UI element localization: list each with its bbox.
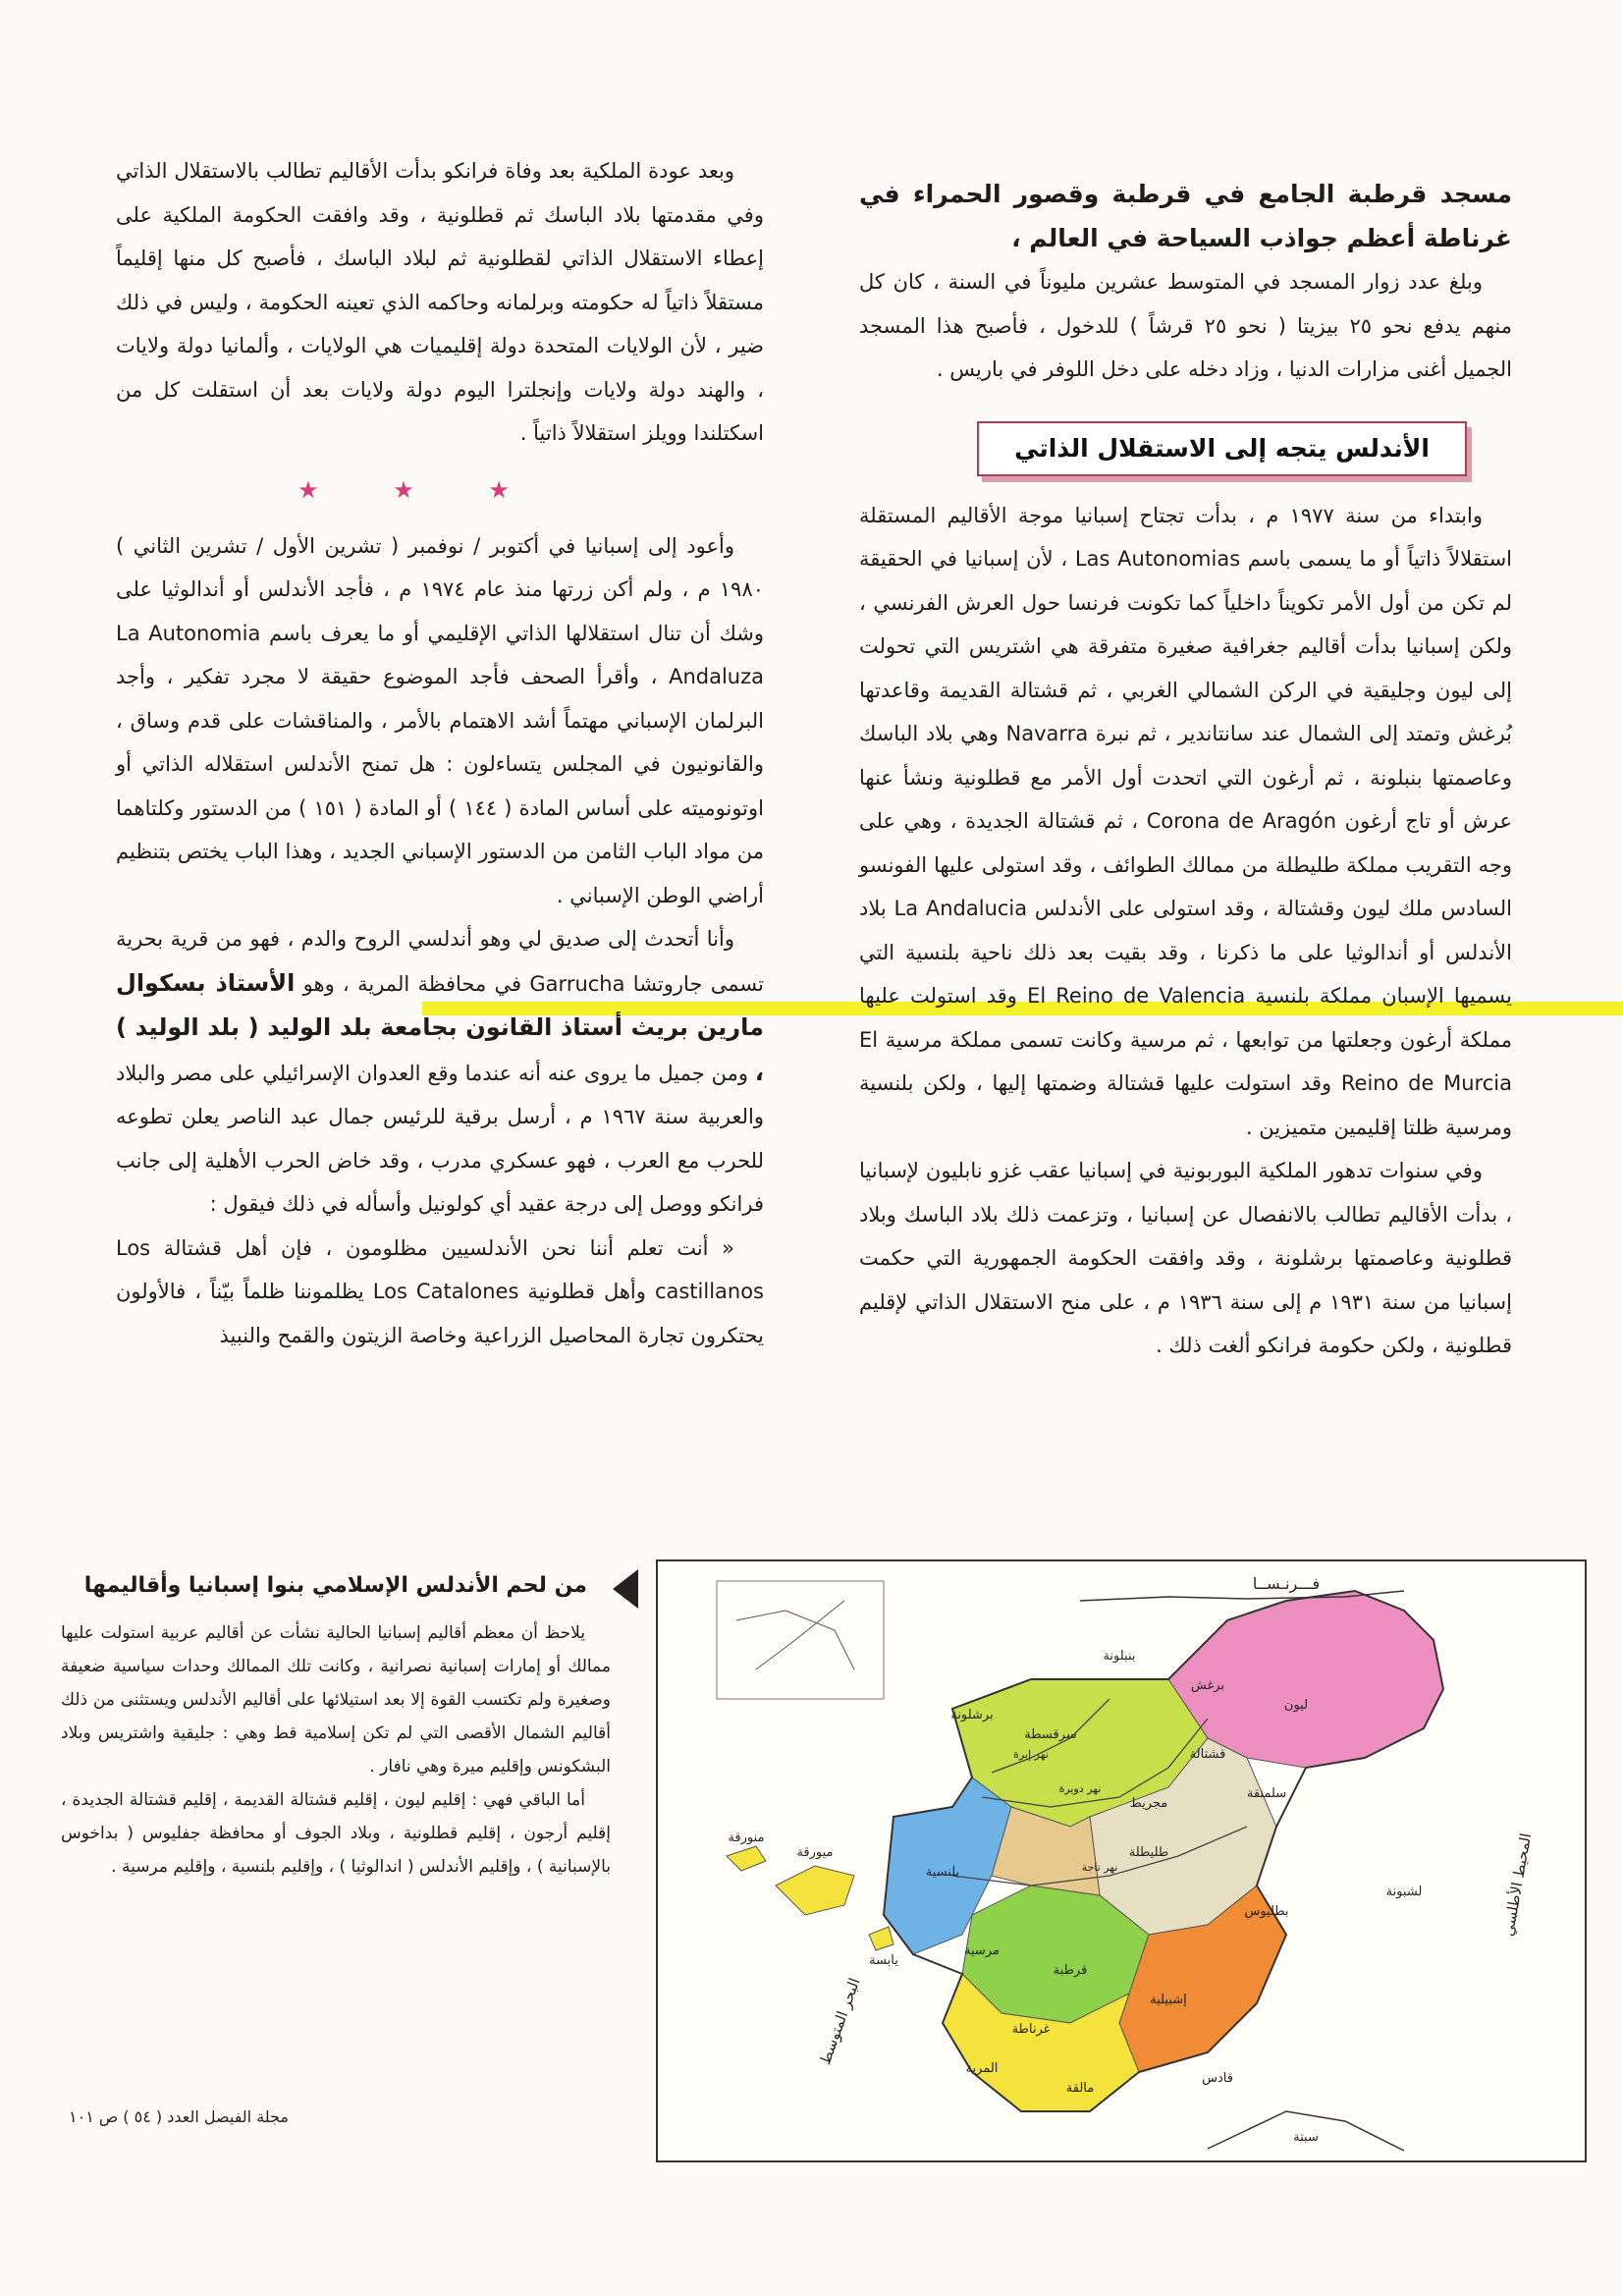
- label-madrid: مجريط: [1129, 1796, 1168, 1811]
- section-heading: الأندلس يتجه إلى الاستقلال الذاتي: [977, 421, 1467, 476]
- label-granada: غرناطة: [1011, 2022, 1051, 2037]
- label-leon: ليون: [1283, 1698, 1309, 1713]
- sidebar-title: من لحم الأندلس الإسلامي بنوا إسبانيا وأقاليمها: [61, 1569, 611, 1603]
- label-ocean: المحيط الأطلسي: [1498, 1831, 1536, 1938]
- map-drawing: [658, 1561, 1585, 2160]
- lead-sentence: مسجد قرطبة الجامع في قرطبة وقصور الحمراء في غرناطة أعظم جواذب السياحة في العالم ،: [859, 180, 1512, 252]
- paragraph: وبلغ عدد زوار المسجد في المتوسط عشرين مليوناً في السنة ، كان كل منهم يدفع نحو ٢٥ بيزيتا ( نحو ٢٥ قرشاً ) للدخول ، فأصبح هذا المسجد الجميل أغنى مزارات الدنيا ، وزاد دخله على دخل اللوفر في باريس .: [859, 270, 1512, 381]
- label-pamplona: بنبلونة: [1103, 1649, 1136, 1664]
- label-almeria: المرية: [965, 2061, 999, 2076]
- label-badajoz: بطليوس: [1244, 1904, 1289, 1919]
- bold-name: الأستاذ بسكوال مارين بريث أستاذ القانون بجامعة بلد الوليد ( بلد الوليد ) ،: [116, 968, 764, 1086]
- label-burgos: برغش: [1190, 1678, 1225, 1693]
- paragraph: وبعد عودة الملكية بعد وفاة فرانكو بدأت الأقاليم تطالب بالاستقلال الذاتي وفي مقدمتها بلاد الباسك ثم قطلونية ، وقد وافقت الحكومة الملكية على إعطاء الاستقلال الذاتي لقطلونية ثم لبلاد الباسك ، فأصبح كل منها إقليماً مستقلاً ذاتياً له حكومته وبرلمانه وحاكمه الذي تعينه الحكومة ، وليس في ذلك ضير ، لأن الولايات المتحدة دولة إقليميات هي الولايات ، وألمانيا دولة ولايات ، والهند دولة ولايات وإنجلترا اليوم دولة ولايات بعد أن استقلت كل من اسكتلندا وويلز استقلالاً ذاتياً .: [116, 159, 764, 445]
- label-france: فـــرنـســا: [1252, 1574, 1321, 1593]
- sidebar-box: [61, 1569, 611, 1884]
- paragraph: وأعود إلى إسبانيا في أكتوبر / نوفمبر ( تشرين الأول / تشرين الثاني ) ١٩٨٠ م ، ولم أكن زرتها منذ عام ١٩٧٤ م ، فأجد الأندلس أو أندالوثيا على وشك أن تنال استقلالها الذاتي الإقليمي أو ما يعرف باسم La Autonomia Andaluza ، وأقرأ الصحف فأجد الموضوع حقيقة لا مجرد تفكير ، وأجد البرلمان الإسباني مهتماً أشد الاهتمام بالأمر ، والمناقشات على قدم وساق ، والقانونيون في المجلس يتساءلون : هل تمنح الأندلس استقلاله الذاتي أو اوتونوميته على أساس المادة ( ١٤٤ ) أو المادة ( ١٥١ ) من الدستور وكلتاهما من مواد الباب الثامن من الدستور الإسباني الجديد ، وهذا الباب يختص بتنظيم أراضي الوطن الإسباني .: [116, 533, 765, 907]
- sidebar-paragraph: يلاحظ أن معظم أقاليم إسبانيا الحالية نشأت عن أقاليم عربية استولت عليها ممالك أو إمارات إسبانية نصرانية ، وكانت تلك الممالك وحدات سياسية ضعيفة وصغيرة ولم تكتسب القوة إلا بعد استيلائها على أقاليم الأندلس ويستثنى من ذلك أقاليم الشمال الأقصى التي لم تكن إسلامية قط وهي : جليقية واشتريس وبلاد البشكونس وإقليم ميرة وهي نافار .: [61, 1623, 611, 1777]
- quote-paragraph: « أنت تعلم أننا نحن الأندلسيين مظلومون ، فإن أهل قشتالة Los castillanos وأهل قطلونية Los Catalones يظلموننا ظلماً بيّناً ، فالأولون يحتكرون تجارة المحاصيل الزراعية وخاصة الزيتون والقمح والنبيذ: [116, 1235, 764, 1347]
- label-seville: إشبيلية: [1150, 1993, 1187, 2007]
- historical-map: [656, 1559, 1587, 2162]
- section-divider-stars: ★ ★ ★: [298, 475, 543, 504]
- page-footer: مجلة الفيصل العدد ( ٥٤ ) ص ١٠١: [69, 2107, 289, 2126]
- label-tajo: نهر تاجة: [1081, 1861, 1118, 1874]
- paragraph: [116, 917, 764, 1227]
- label-barcelona: برشلونة: [950, 1708, 994, 1722]
- label-duero: نهر دويرة: [1058, 1782, 1102, 1795]
- label-mediterranean: البحر المتوسط: [816, 1975, 864, 2067]
- paragraph-text: ومن جميل ما يروى عنه أنه عندما وقع العدوان الإسرائيلي على مصر والبلاد والعربية سنة ١٩٦٧ م ، أرسل برقية للرئيس جمال عبد الناصر يعلن تطوعه للحرب مع العرب ، فهو عسكري مدرب ، وقد خاض الحرب الأهلية إلى جانب فرانكو ووصل إلى درجة عقيد أي كولونيل وأسأله في ذلك فيقول :: [116, 1061, 764, 1216]
- paragraph-text: وأنا أتحدث إلى صديق لي وهو أندلسي الروح والدم ، فهو من قرية بحرية تسمى جاروتشا Garrucha في محافظة المرية ، وهو: [116, 927, 764, 996]
- label-ibiza: يابسة: [869, 1953, 898, 1968]
- label-ceuta: سبتة: [1293, 2130, 1319, 2145]
- paragraph: وفي سنوات تدهور الملكية البوربونية في إسبانيا عقب غزو نابليون لإسبانيا ، بدأت الأقاليم تطالب بالانفصال عن إسبانيا ، وتزعمت ذلك بلاد الباسك وبلاد قطلونية وعاصمتها برشلونة ، وقد وافقت الحكومة الجمهورية التي حكمت إسبانيا من سنة ١٩٣١ م إلى سنة ١٩٣٦ م ، على منح الاستقلال الذاتي لإقليم قطلونية ، ولكن حكومة فرانكو ألغت ذلك .: [859, 1159, 1512, 1357]
- label-majorca: ميورقة: [796, 1845, 834, 1860]
- sidebar-paragraph: أما الباقي فهي : إقليم ليون ، إقليم قشتالة القديمة ، إقليم قشتالة الجديدة ، إقليم أرجون ، إقليم قطلونية ، وبلاد الجوف أو محافظة جفليوس ( بداخوس بالإسبانية ) ، وإقليم الأندلس ( اندالوثيا ) ، وإقليم بلنسية ، وإقليم مرسية .: [61, 1790, 611, 1877]
- label-ebro: نهر إبرة: [1013, 1748, 1049, 1761]
- label-cordoba: قرطبة: [1053, 1963, 1088, 1978]
- label-minorca: منورقة: [728, 1831, 765, 1845]
- label-toledo: طليطلة: [1128, 1845, 1169, 1860]
- label-zaragoza: سرقسطة: [1024, 1727, 1077, 1742]
- label-valencia: بلنسية: [925, 1865, 960, 1880]
- label-murcia: مرسية: [964, 1943, 1000, 1958]
- label-salamanca: سلمنقة: [1246, 1786, 1287, 1801]
- article-right-column: [859, 173, 1512, 1368]
- article-left-column: [116, 149, 764, 1357]
- label-lisbon: لشبونة: [1385, 1885, 1423, 1899]
- paragraph: وابتداء من سنة ١٩٧٧ م ، بدأت تجتاح إسبانيا موجة الأقاليم المستقلة استقلالاً ذاتياً أو ما يسمى باسم Las Autonomias ، لأن إسبانيا في الحقيقة لم تكن من أول الأمر تكويناً داخلياً كما تكونت فرنسا حول العرش الفرنسي ، ولكن إسبانيا بدأت أقاليم جغرافية صغيرة متفرقة هي اشتريس التي تحولت إلى ليون وجليقية في الركن الشمالي الغربي ، ثم قشتالة القديمة وقاعدتها بُرغش وتمتد إلى الشمال عند سانتاندير ، ثم نبرة Navarra وهي بلاد الباسك وعاصمتها بنبلونة ، ثم أرغون التي اتحدت أول الأمر مع قطلونية ونشأ عنها عرش أو تاج أرغون Corona de Aragón ، ثم قشتالة الجديدة ، وهي على وجه التقريب مملكة طليطلة من ممالك الطوائف ، وقد استولى عليها الفونسو السادس ملك ليون وقشتالة ، وقد استولى على الأندلس La Andalucia بلاد الأندلس أو أندالوثيا على ما ذكرنا ، وقد بقيت بعد ذلك ناحية بلنسية التي يسميها الإسبان مملكة بلنسية El Reino de Valencia وقد استولت عليها مملكة أرغون وجعلتها من توابعها ، ثم مرسية وكانت تسمى مملكة مرسية El Reino de Murcia وقد استولت عليها قشتالة وضمتها إليها ، ولكن بلنسية ومرسية ظلتا إقليمين متميزين .: [859, 503, 1513, 1139]
- label-malaga: مالقة: [1065, 2081, 1095, 2096]
- label-castilla: قشتالة: [1189, 1747, 1226, 1762]
- label-cadiz: قادس: [1202, 2071, 1233, 2086]
